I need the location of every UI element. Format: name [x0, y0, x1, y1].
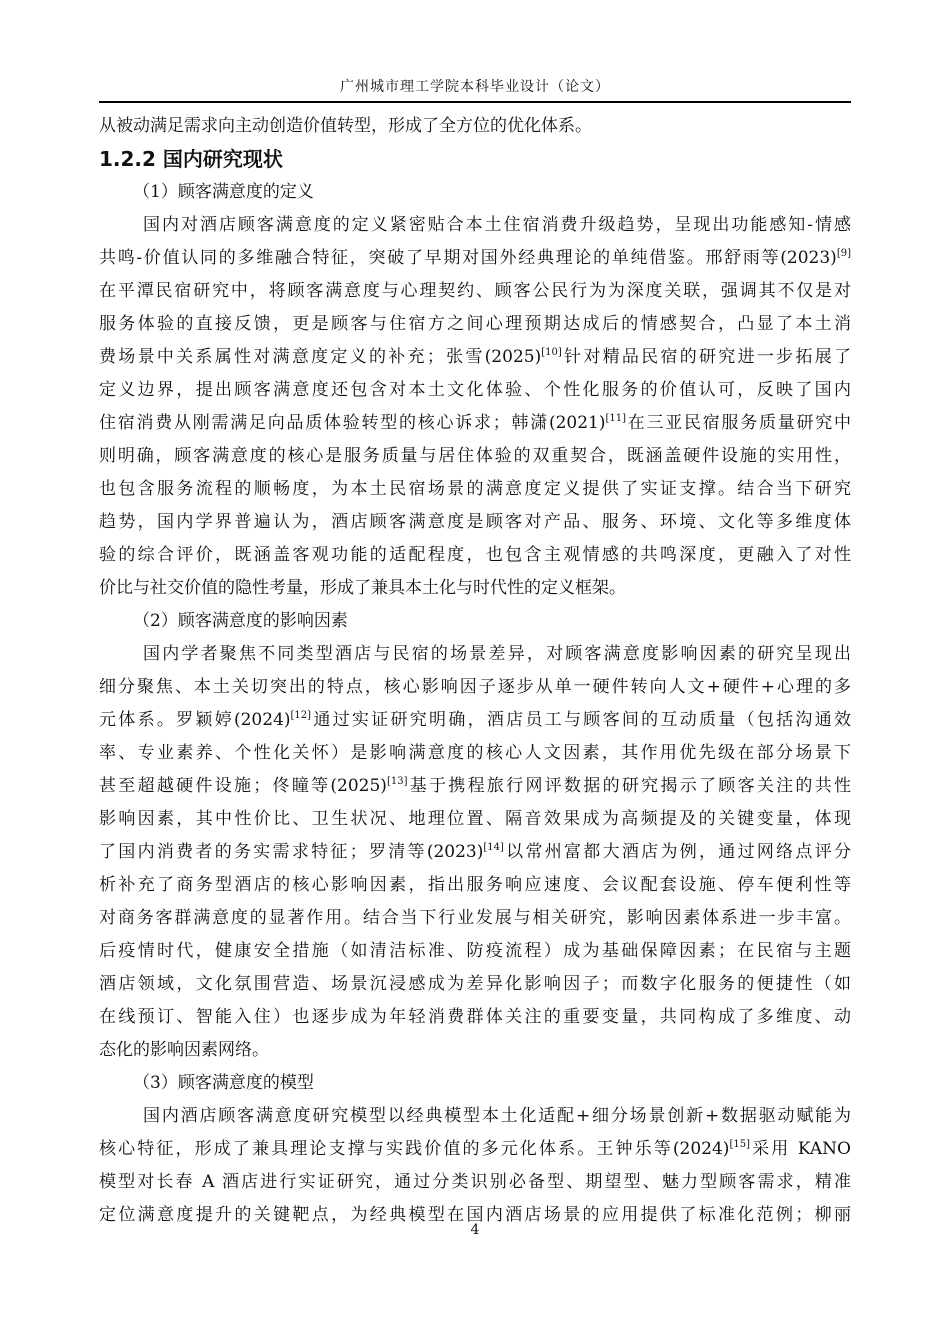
- paragraph-line: 率、专业素养、个性化关怀）是影响满意度的核心人文因素，其作用优先级在部分场景下: [99, 743, 851, 763]
- paragraph-line: 国内酒店顾客满意度研究模型以经典模型本土化适配+细分场景创新+数据驱动赋能为: [143, 1106, 851, 1126]
- paragraph-line: 态化的影响因素网络。: [99, 1040, 269, 1060]
- page-number: 4: [470, 1222, 480, 1238]
- paragraph-line: 后疫情时代，健康安全措施（如清洁标准、防疫流程）成为基础保障因素；在民宿与主题: [99, 941, 851, 961]
- paragraph-line: 元体系。罗颖婷(2024)[12]通过实证研究明确，酒店员工与顾客间的互动质量（包括沟通效: [99, 710, 851, 730]
- paragraph-line: 对商务客群满意度的显著作用。结合当下行业发展与相关研究，影响因素体系进一步丰富。: [99, 908, 851, 928]
- paragraph-line: 定位满意度提升的关键靶点，为经典模型在国内酒店场景的应用提供了标准化范例；柳丽: [99, 1205, 851, 1225]
- paragraph-line: 细分聚焦、本土关切突出的特点，核心影响因子逐步从单一硬件转向人文+硬件+心理的多: [99, 677, 851, 697]
- paragraph-line: 国内学者聚焦不同类型酒店与民宿的场景差异，对顾客满意度影响因素的研究呈现出: [143, 644, 851, 664]
- paragraph-line: 酒店领域，文化氛围营造、场景沉浸感成为差异化影响因子；而数字化服务的便捷性（如: [99, 974, 851, 994]
- subsection-title: （1）顾客满意度的定义: [133, 182, 314, 202]
- paragraph-line: 趋势，国内学界普遍认为，酒店顾客满意度是顾客对产品、服务、环境、文化等多维度体: [99, 512, 851, 532]
- citation-ref: [14]: [483, 842, 504, 853]
- citation-ref: [10]: [541, 347, 562, 358]
- paragraph-line: 则明确，顾客满意度的核心是服务质量与居住体验的双重契合，既涵盖硬件设施的实用性，: [99, 446, 851, 466]
- subsection-title: （3）顾客满意度的模型: [133, 1073, 314, 1093]
- paragraph-line: 模型对长春 A 酒店进行实证研究，通过分类识别必备型、期望型、魅力型顾客需求，精准: [99, 1172, 851, 1192]
- header-rule: [99, 101, 851, 103]
- citation-ref: [13]: [386, 776, 408, 787]
- paragraph-line: 在线预订、智能入住）也逐步成为年轻消费群体关注的重要变量，共同构成了多维度、动: [99, 1007, 851, 1027]
- paragraph-line: 服务体验的直接反馈，更是顾客与住宿方之间心理预期达成后的情感契合，凸显了本土消: [99, 314, 851, 334]
- page-body: [99, 110, 851, 1232]
- citation-ref: [12]: [290, 710, 312, 721]
- paragraph-line: 共鸣-价值认同的多维融合特征，突破了早期对国外经典理论的单纯借鉴。邢舒雨等(2023)[9]: [99, 248, 851, 268]
- paragraph-line: 住宿消费从刚需满足向品质体验转型的核心诉求；韩潇(2021)[11]在三亚民宿服务质量研究中: [99, 413, 851, 433]
- paragraph-line: 了国内消费者的务实需求特征；罗清等(2023)[14]以常州富都大酒店为例，通过网络点评分: [99, 842, 851, 862]
- paragraph-line: 析补充了商务型酒店的核心影响因素，指出服务响应速度、会议配套设施、停车便利性等: [99, 875, 851, 895]
- subsection-title: （2）顾客满意度的影响因素: [133, 611, 348, 631]
- citation-ref: [11]: [605, 413, 627, 424]
- citation-ref: [15]: [729, 1139, 750, 1150]
- paragraph-line: 验的综合评价，既涵盖客观功能的适配程度，也包含主观情感的共鸣深度，更融入了对性: [99, 545, 851, 565]
- paragraph-line: 国内对酒店顾客满意度的定义紧密贴合本土住宿消费升级趋势，呈现出功能感知-情感: [143, 215, 851, 235]
- section-heading: 1.2.2 国内研究现状: [99, 147, 283, 171]
- paragraph-line: 定义边界，提出顾客满意度还包含对本土文化体验、个性化服务的价值认可，反映了国内: [99, 380, 851, 400]
- paragraph-line: 影响因素，其中性价比、卫生状况、地理位置、隔音效果成为高频提及的关键变量，体现: [99, 809, 851, 829]
- paragraph-line: 也包含服务流程的顺畅度，为本土民宿场景的满意度定义提供了实证支撑。结合当下研究: [99, 479, 851, 499]
- paragraph-line: 从被动满足需求向主动创造价值转型，形成了全方位的优化体系。: [99, 116, 592, 136]
- paragraph-line: 核心特征，形成了兼具理论支撑与实践价值的多元化体系。王钟乐等(2024)[15]采用 KANO: [99, 1139, 851, 1159]
- paragraph-line: 甚至超越硬件设施；佟瞳等(2025)[13]基于携程旅行网评数据的研究揭示了顾客关注的共性: [99, 776, 851, 796]
- citation-ref: [9]: [836, 248, 851, 259]
- paragraph-line: 费场景中关系属性对满意度定义的补充；张雪(2025)[10]针对精品民宿的研究进一步拓展了: [99, 347, 851, 367]
- paragraph-line: 价比与社交价值的隐性考量，形成了兼具本土化与时代性的定义框架。: [99, 578, 626, 598]
- paragraph-line: 在平潭民宿研究中，将顾客满意度与心理契约、顾客公民行为为深度关联，强调其不仅是对: [99, 281, 851, 301]
- running-header: 广州城市理工学院本科毕业设计（论文）: [340, 79, 610, 95]
